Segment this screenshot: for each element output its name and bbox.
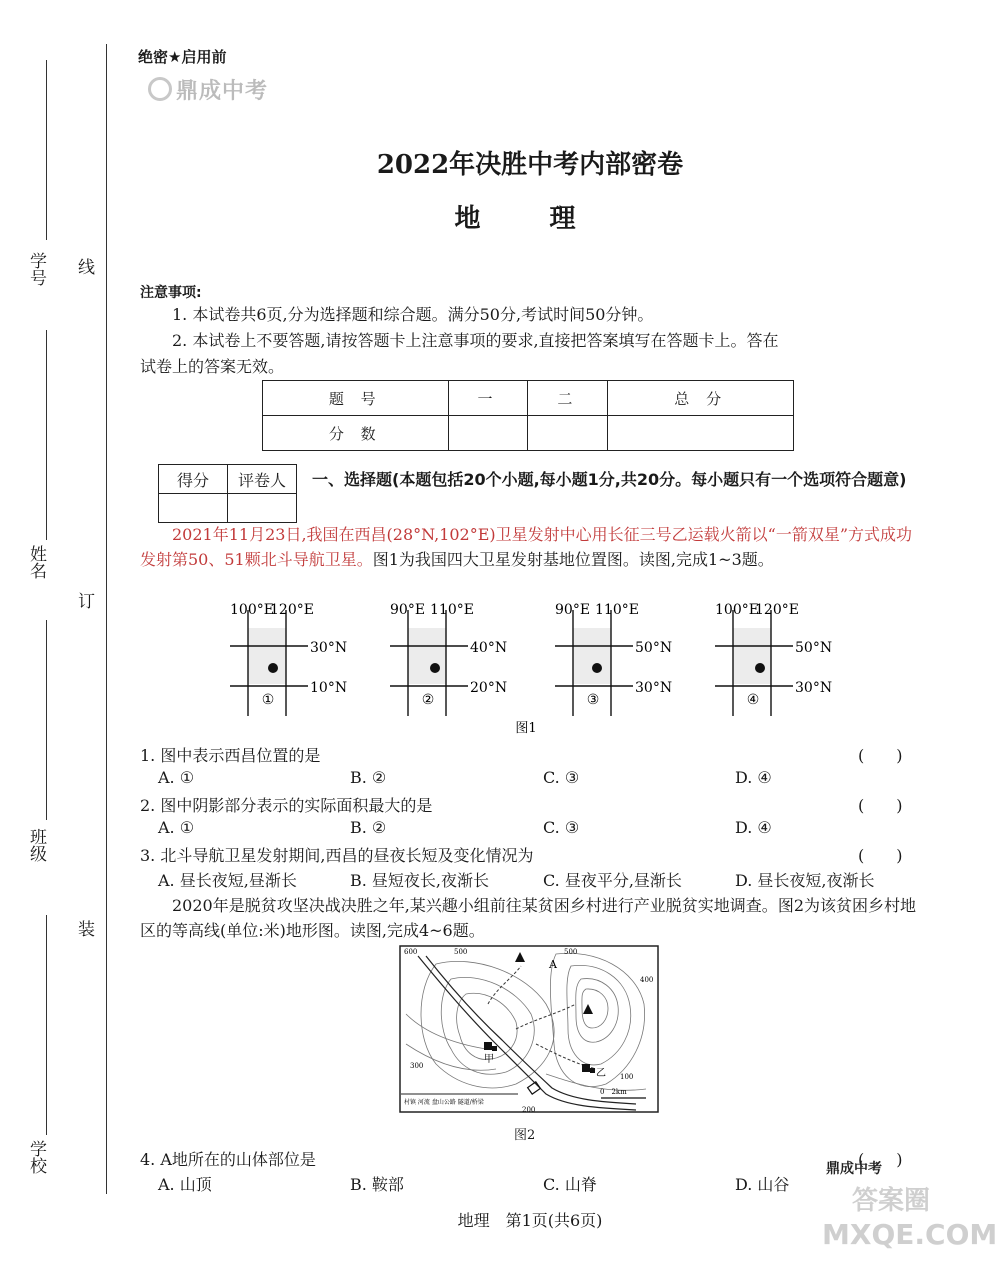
grader-box: [158, 464, 297, 523]
q4-opt-b[interactable]: B. 鞍部: [350, 1175, 404, 1194]
section1-heading: 一、选择题(本题包括20个小题,每小题1分,共20分。每小题只有一个选项符合题意): [312, 470, 907, 489]
score-header-tihao: 题 号: [263, 381, 449, 416]
elev-100-label: 100: [620, 1073, 634, 1081]
fig1-panel-2-num-label: ②: [421, 692, 435, 708]
fig1-panel-1-lon1-label: 100°E: [230, 602, 274, 618]
fig1-panel-1-num-label: ①: [261, 692, 275, 708]
fig1-panel-3-lat-top-label: 50°N: [635, 640, 673, 656]
figure-2-contour-map: [396, 944, 662, 1116]
fig1-panel-2: [390, 602, 507, 716]
q4-opt-c[interactable]: C. 山脊: [543, 1175, 597, 1194]
fig1-panel-1-lat-top-label: 30°N: [310, 640, 348, 656]
side-line-banji: [46, 620, 47, 820]
figure-1: [140, 598, 860, 740]
score-header-2: 二: [528, 381, 608, 416]
intro2-part-a: 2020年是脱贫攻坚决战决胜之年,某兴趣小组前往某贫困乡村进行产业脱贫实地调查。: [172, 896, 778, 915]
q3-paren: ( ): [858, 846, 903, 865]
publisher-logo: [148, 74, 268, 105]
q4-paren: ( ): [858, 1150, 903, 1169]
q4-opt-a[interactable]: A. 山顶: [158, 1175, 212, 1194]
q2-opt-b[interactable]: B. ②: [350, 818, 387, 837]
note-2a: 2. 本试卷上不要答题,请按答题卡上注意事项的要求,直接把答案填写在答题卡上。答在: [172, 331, 779, 350]
side-label-xingming: 姓名: [26, 545, 46, 579]
side-label-xuehao: 学号: [26, 252, 46, 286]
point-A-label: A: [549, 958, 557, 971]
exam-title: 2022年决胜中考内部密卷: [376, 150, 684, 180]
intro2-paragraph: [140, 893, 922, 943]
fig1-caption: 图1: [515, 721, 537, 736]
elev-500-label-a: 500: [454, 948, 468, 956]
elev-300-label: 300: [410, 1062, 424, 1070]
score-row-label: 分 数: [263, 416, 449, 451]
fig1-panel-4-lon1-label: 100°E: [715, 602, 759, 618]
elev-500-label-b: 500: [564, 948, 578, 956]
q3-opt-d[interactable]: D. 昼长夜短,夜渐长: [735, 871, 875, 890]
map-legend: 村镇 河流 盘山公路 隧道/桥梁: [404, 1099, 484, 1106]
fig1-panel-4-lat-top-label: 50°N: [795, 640, 833, 656]
intro1-part-b: 图1为我国四大卫星发射基地位置图。读图,完成1~3题。: [372, 550, 774, 569]
subject-title: 地 理: [454, 204, 606, 234]
fig1-panel-2-lon1-label: 90°E: [390, 602, 426, 618]
fig1-panel-1-shade: [248, 628, 286, 684]
page-footer: 地理 第1页(共6页): [457, 1211, 603, 1230]
village-icon-yi-2: [590, 1068, 595, 1073]
fig1-panel-4-shade: [733, 628, 771, 684]
fig1-panel-3-shade: [573, 628, 611, 684]
q1-opt-c[interactable]: C. ③: [543, 768, 580, 787]
fig1-panel-1: [230, 602, 347, 716]
notes-heading: 注意事项:: [140, 285, 202, 301]
village-yi-label: 乙: [596, 1068, 606, 1079]
score-cell-1[interactable]: [448, 416, 528, 451]
watermark-answer-circle: 答案圈: [852, 1186, 931, 1216]
fig1-panel-3-lat-bot-label: 30°N: [635, 680, 673, 696]
q2-opt-d[interactable]: D. ④: [735, 818, 772, 837]
side-label-banji: 班级: [26, 828, 46, 862]
q1-opt-a[interactable]: A. ①: [158, 768, 195, 787]
fig1-panel-3: [555, 602, 672, 716]
fig1-panel-1-lon2-label: 120°E: [270, 602, 314, 618]
fig1-panels: [230, 602, 832, 716]
q3-opt-a[interactable]: A. 昼长夜短,昼渐长: [158, 871, 297, 890]
q2-opt-a[interactable]: A. ①: [158, 818, 195, 837]
fig1-panel-4-num-label: ④: [746, 692, 760, 708]
fig1-panel-1-dot-icon: [268, 663, 278, 673]
fig1-panel-3-num-label: ③: [586, 692, 600, 708]
q2-stem: 2. 图中阴影部分表示的实际面积最大的是: [140, 796, 433, 815]
village-icon-jia-2: [492, 1046, 497, 1051]
watermark-logo: 鼎成中考: [826, 1161, 882, 1177]
watermark-site: MXQE.COM: [822, 1218, 998, 1251]
q1-stem: 1. 图中表示西昌位置的是: [140, 746, 321, 765]
q1-paren: ( ): [858, 746, 903, 765]
fig1-panel-3-lon1-label: 90°E: [555, 602, 591, 618]
note-2b: 试卷上的答案无效。: [140, 357, 285, 376]
elev-200-label: 200: [522, 1106, 536, 1114]
note-1: 1. 本试卷共6页,分为选择题和综合题。满分50分,考试时间50分钟。: [172, 305, 654, 324]
elev-600-label: 600: [404, 948, 418, 956]
intro1-paragraph: [140, 522, 922, 572]
fig1-panel-4-lat-bot-label: 30°N: [795, 680, 833, 696]
fig1-panel-2-lat-bot-label: 20°N: [470, 680, 508, 696]
fig1-panel-1-lat-bot-label: 10°N: [310, 680, 348, 696]
village-icon-jia: [484, 1042, 492, 1050]
cut-label-zhuang: 装: [74, 920, 94, 937]
fig1-panel-2-shade: [408, 628, 446, 684]
secret-mark: 绝密★启用前: [138, 48, 227, 66]
score-cell-total[interactable]: [608, 416, 794, 451]
fig1-panel-4-lon2-label: 120°E: [755, 602, 799, 618]
fig1-panel-2-lon2-label: 110°E: [430, 602, 474, 618]
elev-400-label: 400: [640, 976, 654, 984]
side-line-xingming: [46, 330, 47, 540]
score-cell-2[interactable]: [528, 416, 608, 451]
fig2-caption: 图2: [514, 1128, 536, 1143]
q2-paren: ( ): [858, 796, 903, 815]
fig1-panel-2-lat-top-label: 40°N: [470, 640, 508, 656]
intro2-part-b: 图2为该贫困乡村地区的等高线(单位:米)地形图。读图,完成4~6题。: [140, 896, 916, 940]
score-table: [262, 380, 794, 451]
q1-opt-d[interactable]: D. ④: [735, 768, 772, 787]
score-header-total: 总 分: [608, 381, 794, 416]
fig1-panel-3-dot-icon: [592, 663, 602, 673]
q2-opt-c[interactable]: C. ③: [543, 818, 580, 837]
fig1-panel-2-dot-icon: [430, 663, 440, 673]
grader-reviewer-label: 评卷人: [228, 465, 297, 494]
q3-stem: 3. 北斗导航卫星发射期间,西昌的昼夜长短及变化情况为: [140, 846, 534, 865]
village-jia-label: 甲: [484, 1054, 494, 1065]
score-header-1: 一: [448, 381, 528, 416]
logo-text: 鼎成中考: [176, 79, 269, 104]
grader-score-cell[interactable]: [159, 494, 228, 523]
q3-opt-b[interactable]: B. 昼短夜长,夜渐长: [350, 871, 490, 890]
side-line-xuexiao: [46, 915, 47, 1135]
q1-opt-b[interactable]: B. ②: [350, 768, 387, 787]
village-icon-yi: [582, 1064, 590, 1072]
intro1-part-a: 2021年11月23日,我国在西昌(28°N,102°E)卫星发射中心用长征三号乙运载火箭以“一箭双星”方式成功发射第50、51颗北斗导航卫星。: [140, 525, 913, 569]
fig1-panel-4: [715, 602, 832, 716]
q3-opt-c[interactable]: C. 昼夜平分,昼渐长: [543, 871, 682, 890]
fig1-panel-4-dot-icon: [755, 663, 765, 673]
grader-score-label: 得分: [159, 465, 228, 494]
scale-label: 0 2km: [600, 1088, 627, 1096]
logo-ring-icon: [148, 77, 172, 101]
cut-label-ding: 订: [74, 592, 94, 609]
grader-reviewer-cell[interactable]: [228, 494, 297, 523]
cut-label-xian: 线: [74, 258, 94, 275]
side-label-xuexiao: 学校: [26, 1140, 46, 1174]
fig1-panel-3-lon2-label: 110°E: [595, 602, 639, 618]
q4-opt-d[interactable]: D. 山谷: [735, 1175, 790, 1194]
q4-stem: 4. A地所在的山体部位是: [140, 1150, 316, 1169]
